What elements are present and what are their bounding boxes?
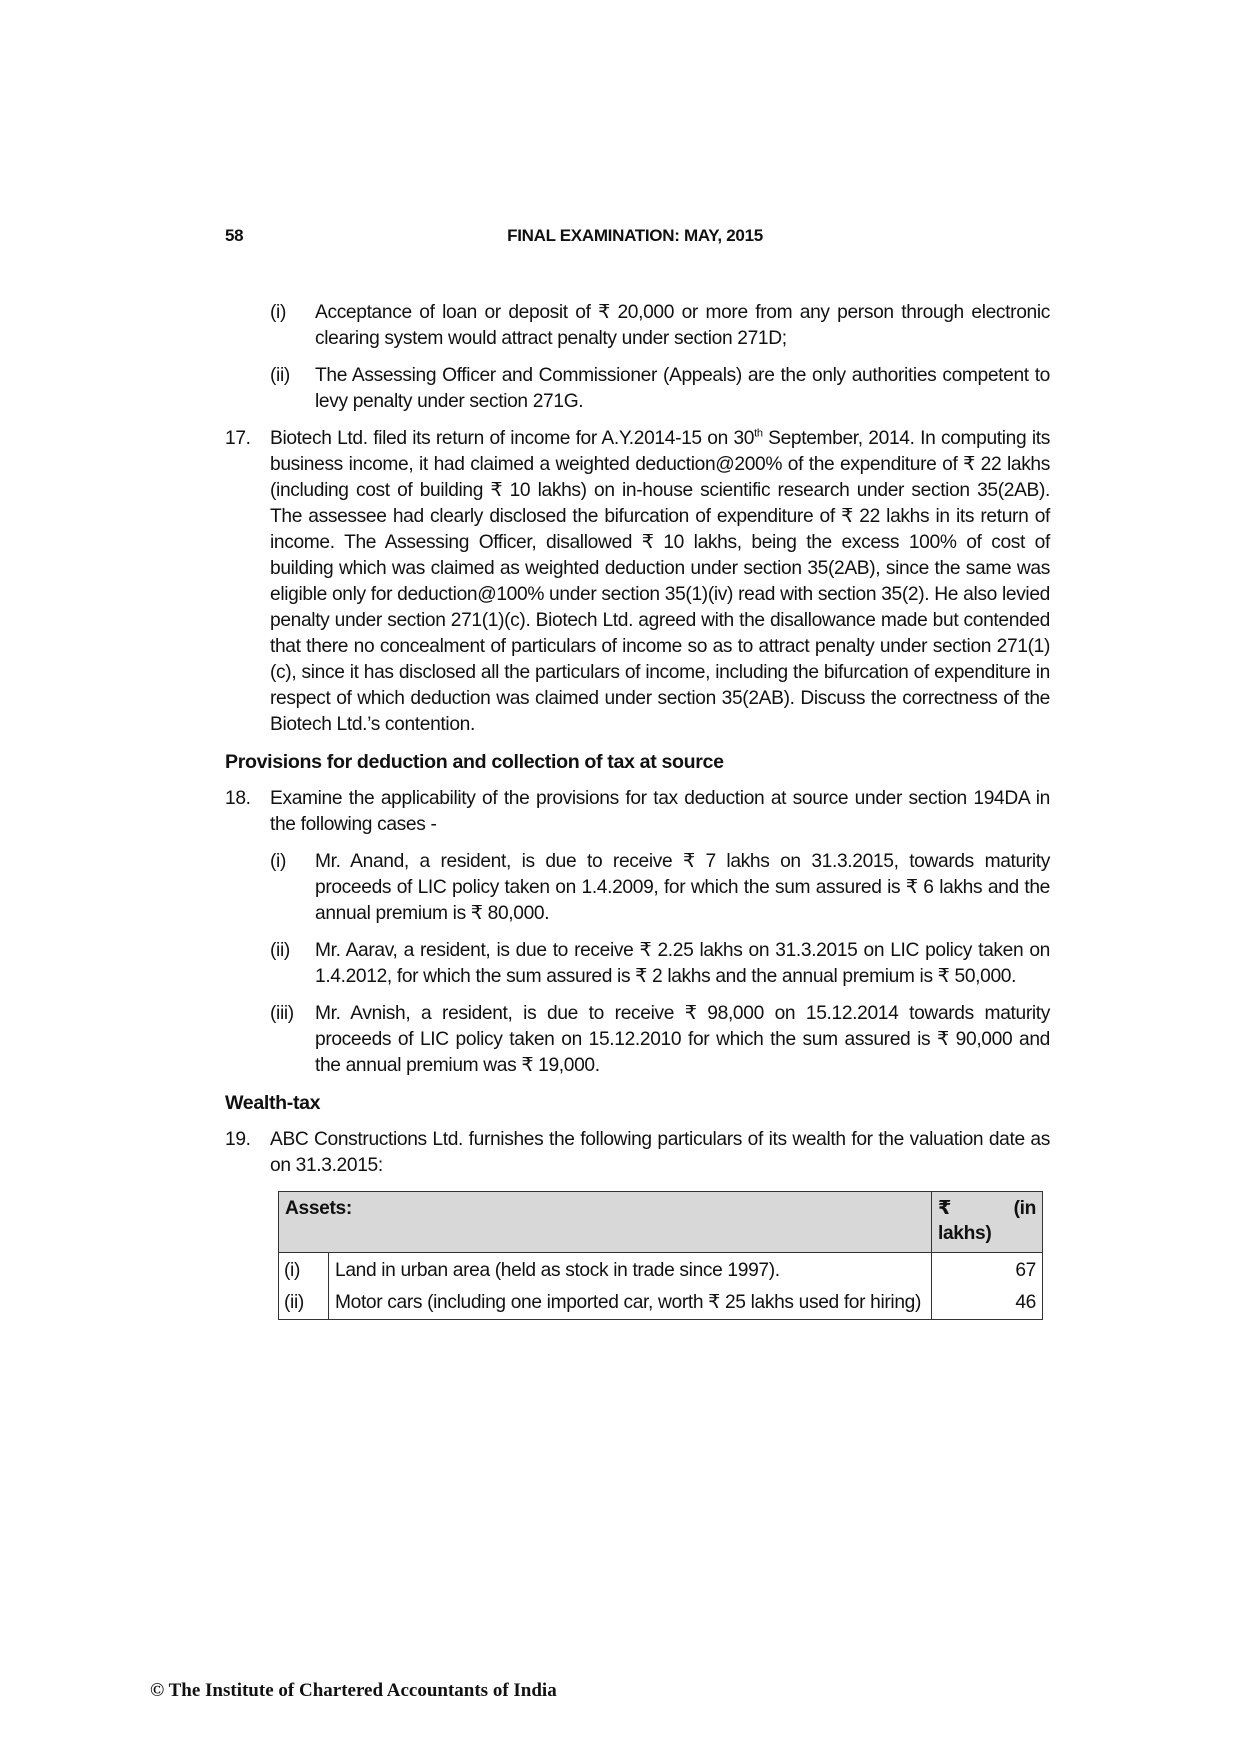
part-label: (i) [270,302,286,323]
q18-part-ii [225,938,1050,990]
part-text: The Assessing Officer and Commissioner (Appeals) are the only authorities competent to levy penalty under section 271G. [315,365,1050,412]
row-description: Land in urban area (held as stock in trade since 1997). [329,1253,932,1286]
section-heading-tds: Provisions for deduction and collection of tax at source [225,751,724,773]
part-text: Mr. Aarav, a resident, is due to receive ₹ 2.25 lakhs on 31.3.2015 on LIC policy taken on 1.4.2012, for which the sum assured is ₹ 2 lakhs and the annual premium is ₹ 50,000. [315,940,1050,987]
copyright-footer: © The Institute of Chartered Accountants of India [150,1680,557,1701]
page-number: 58 [225,226,244,245]
part-label: (iii) [270,1003,294,1024]
question-text-rest: September, 2014. In computing its business income, it had claimed a weighted deduction@200% of the expenditure of ₹ 22 lakhs (including cost of building ₹ 10 lakhs) on in-house scientific research under section 35(2AB). The assessee had clearly disclosed the bifurcation of expenditure of ₹ 22 lakhs in its return of income. The Assessing Officer, disallowed ₹ 10 lakhs, being the excess 100% of cost of building which was claimed as weighted deduction under section 35(2AB), since the same was eligible only for deduction@100% under section 35(1)(iv) read with section 35(2). He also levied penalty under section 271(1)(c). Biotech Ltd. agreed with the disallowance made but contended that there no concealment of particulars of income so as to attract penalty under section 271(1)(c), since it has disclosed all the particulars of income, including the bifurcation of expenditure in respect of which deduction was claimed under section 35(2AB). Discuss the correctness of the Biotech Ltd.’s contention. [270,428,1050,735]
question-number: 19. [225,1129,251,1150]
part-label: (i) [270,851,286,872]
assets-header: Assets: [279,1192,932,1253]
question-19 [225,1127,1050,1179]
row-description: Motor cars (including one imported car, worth ₹ 25 lakhs used for hiring) [329,1285,932,1320]
table-row [279,1253,1043,1286]
question-18 [225,786,1050,838]
amount-header-in: (in [1013,1198,1036,1219]
q18-part-i [225,849,1050,927]
amount-header-unit: lakhs) [938,1223,992,1244]
rupee-symbol: ₹ [938,1198,952,1219]
amount-header [932,1192,1043,1253]
row-value: 46 [932,1285,1043,1320]
question-17 [225,426,1050,738]
part-label: (ii) [270,940,290,961]
section-heading-wealth-tax: Wealth-tax [225,1092,321,1114]
q16-part-ii [225,363,1050,415]
page-content [225,300,1050,1320]
q18-part-iii [225,1001,1050,1079]
part-text: Acceptance of loan or deposit of ₹ 20,000 or more from any person through electronic clearing system would attract penalty under section 271D; [315,302,1050,349]
part-text: Mr. Avnish, a resident, is due to receive ₹ 98,000 on 15.12.2014 towards maturity proceeds of LIC policy taken on 15.12.2010 for which the sum assured is ₹ 90,000 and the annual premium was ₹ 19,000. [315,1003,1050,1076]
part-label: (ii) [270,365,290,386]
row-number: (i) [279,1253,329,1286]
ordinal-suffix: th [754,427,763,440]
row-number: (ii) [279,1285,329,1320]
running-title: FINAL EXAMINATION: MAY, 2015 [507,226,763,245]
table-row [279,1285,1043,1320]
row-value: 67 [932,1253,1043,1286]
question-number: 17. [225,428,251,449]
question-text: Examine the applicability of the provisions for tax deduction at source under section 194DA in the following cases - [270,788,1050,835]
question-text-start: Biotech Ltd. filed its return of income for A.Y.2014-15 on 30 [270,428,755,449]
page-header [225,226,1045,250]
part-text: Mr. Anand, a resident, is due to receive ₹ 7 lakhs on 31.3.2015, towards maturity proceeds of LIC policy taken on 1.4.2009, for which the sum assured is ₹ 6 lakhs and the annual premium is ₹ 80,000. [315,851,1050,924]
assets-table [278,1191,1043,1320]
q16-part-i [225,300,1050,352]
table-header-row [279,1192,1043,1253]
question-number: 18. [225,788,251,809]
question-text: ABC Constructions Ltd. furnishes the following particulars of its wealth for the valuation date as on 31.3.2015: [270,1129,1050,1176]
